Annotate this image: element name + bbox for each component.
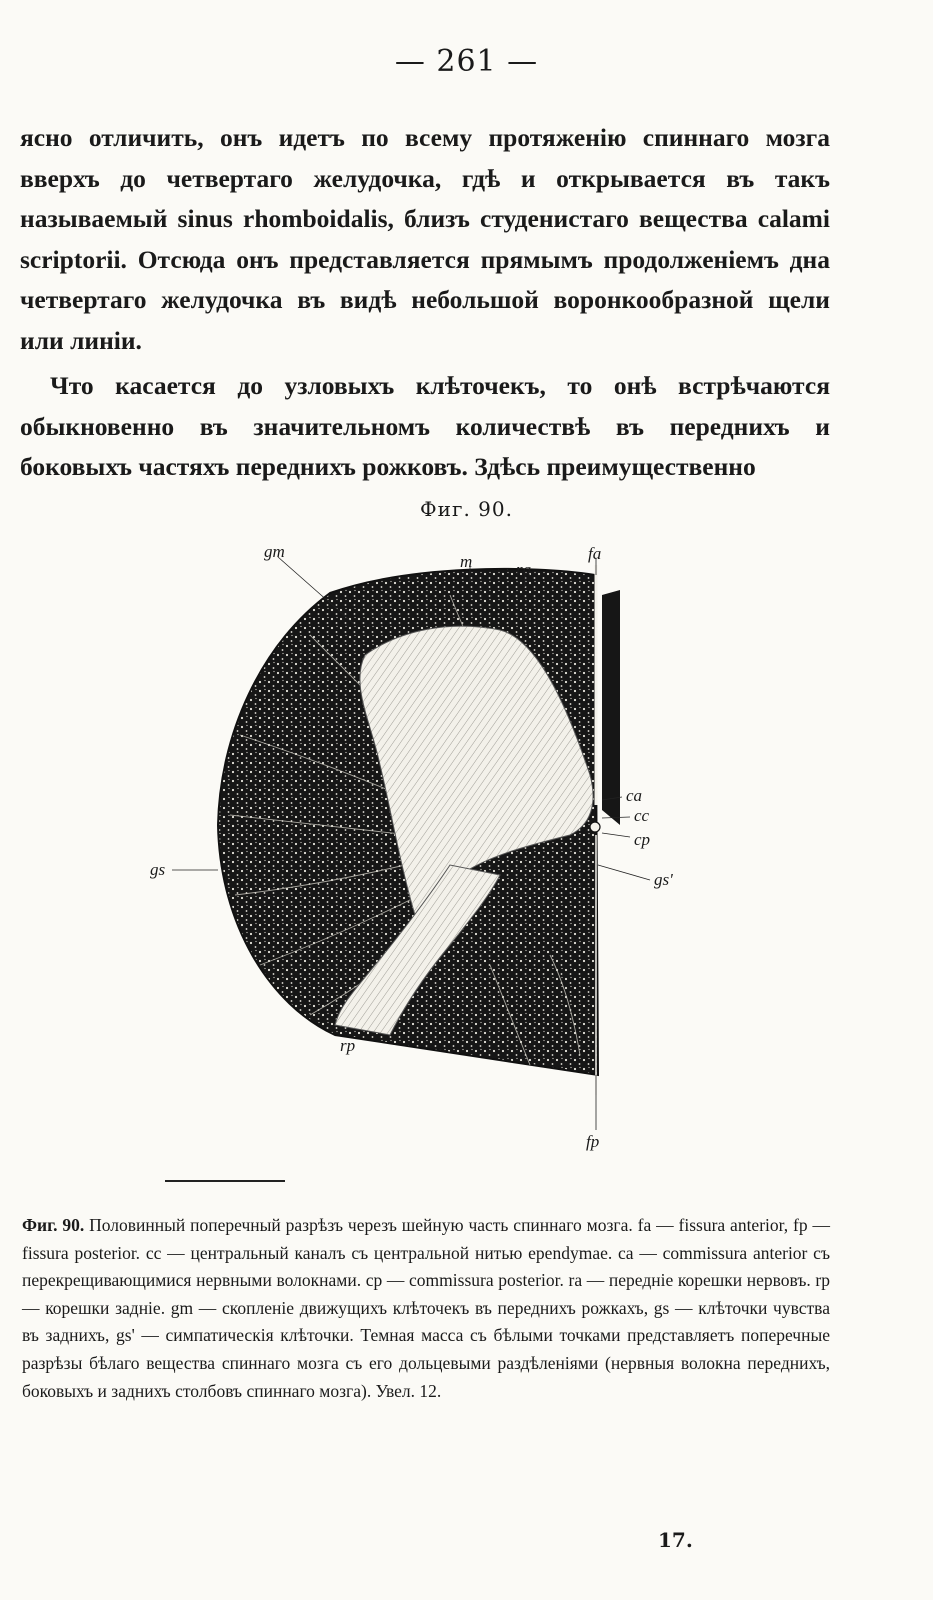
- page-number: — 261 —: [394, 44, 539, 79]
- body-text: [20, 118, 830, 488]
- spinal-cord-cross-section-figure: [150, 535, 710, 1155]
- figure-illustration: [150, 535, 710, 1155]
- central-canal: [590, 822, 600, 832]
- figure-title: Фиг. 90.: [420, 497, 513, 521]
- paragraph-1: ясно отличить, онъ идетъ по всему протяженiю спиннаго мозга вверхъ до четвертаго желудочка, гдѣ и открывается въ такъ называемый sinus rhomboidalis, близъ студенистаго вещества calami scriptorii. Отсюда онъ представляется прямымъ продолженiемъ дна четвертаго желудочка въ видѣ небольшой воронкообразной щели или линiи.: [20, 123, 830, 355]
- label-gs: gs: [150, 860, 166, 879]
- label-rp: rp: [340, 1036, 356, 1055]
- label-gm: gm: [264, 542, 285, 561]
- footnote-rule: [165, 1180, 285, 1182]
- label-ca: ca: [626, 786, 643, 805]
- label-ra: ra: [516, 560, 532, 579]
- paragraph-2: Что касается до узловыхъ клѣточекъ, то онѣ встрѣчаются обыкновенно въ значительномъ количествѣ въ переднихъ и боковыхъ частяхъ переднихъ рожковъ. Здѣсь преимущественно: [20, 371, 830, 481]
- caption-text: Половинный поперечный разрѣзъ черезъ шейную часть спиннаго мозга. fa — fissura anterior, fp — fissura posterior. cc — центральный каналъ съ центральной нитью ependymae. ca — commissura anterior съ перекрещивающимися нервными волокнами. cp — commissura posterior. ra — переднiе корешки нервовъ. rp — корешки заднiе. gm — скопленiе движущихъ клѣточекъ въ переднихъ рожкахъ, gs — клѣточки чувства въ заднихъ, gs' — симпатическiя клѣточки. Темная масса съ бѣлыми точками представляетъ поперечные разрѣзы бѣлаго вещества спиннаго мозга съ его дольцевыми раздѣленiями (нервныя волокна переднихъ, боковыхъ и заднихъ столбовъ спиннаго мозга). Увел. 12.: [22, 1215, 831, 1401]
- label-gs-prime: gs': [654, 870, 673, 889]
- signature-mark: 17.: [658, 1528, 693, 1552]
- figure-caption: [22, 1212, 830, 1405]
- caption-figure-ref: Фиг. 90.: [22, 1215, 85, 1235]
- label-cp: cp: [634, 830, 651, 849]
- label-fa: fa: [588, 544, 602, 563]
- label-cc: cc: [634, 806, 650, 825]
- label-fp: fp: [586, 1132, 600, 1151]
- label-m: m: [460, 552, 473, 571]
